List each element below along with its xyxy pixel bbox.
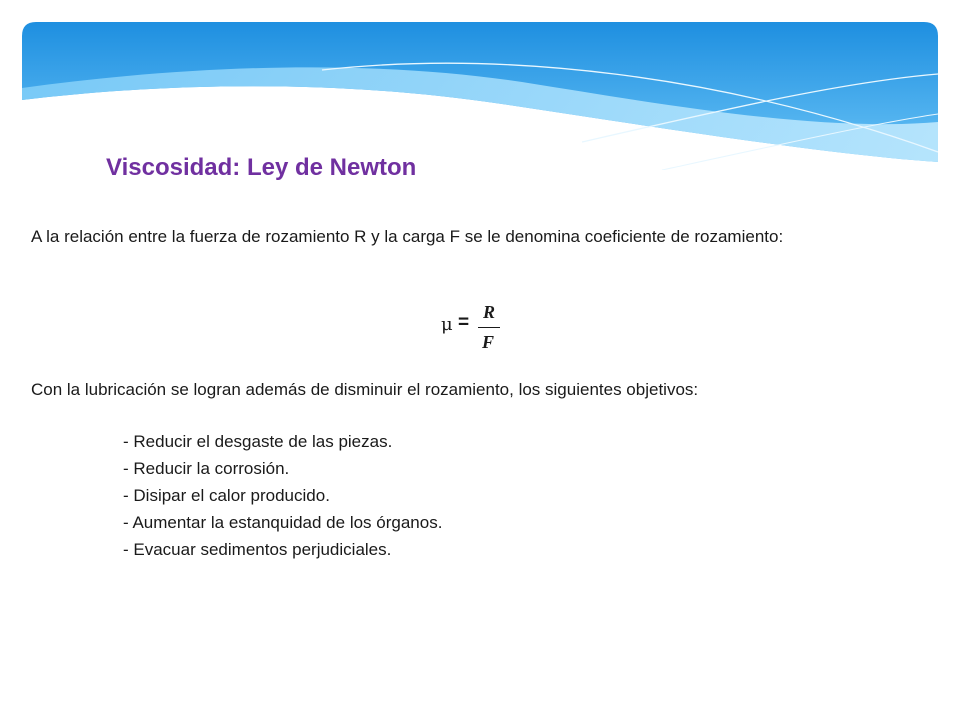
friction-coefficient-formula <box>441 302 521 358</box>
objective-item: - Reducir la corrosión. <box>123 459 290 478</box>
intro-paragraph: A la relación entre la fuerza de rozamiento R y la carga F se le denomina coeficiente de rozamiento: <box>31 227 784 246</box>
objectives-lead-text: Con la lubricación se logran además de disminuir el rozamiento, los siguientes objetivos: <box>31 380 699 399</box>
slide-title: Viscosidad: Ley de Newton <box>106 154 417 181</box>
formula-fraction-bar <box>478 327 500 328</box>
objectives-list <box>123 428 442 563</box>
formula-mu-symbol: μ <box>441 314 453 335</box>
header-banner <box>22 22 938 170</box>
formula-equals-sign: = <box>458 312 470 333</box>
objective-item: - Reducir el desgaste de las piezas. <box>123 432 393 451</box>
formula-numerator: R <box>482 302 495 322</box>
objective-item: - Aumentar la estanquidad de los órganos. <box>123 513 443 532</box>
objective-item: - Disipar el calor producido. <box>123 486 330 505</box>
objective-item: - Evacuar sedimentos perjudiciales. <box>123 540 392 559</box>
formula-denominator: F <box>481 332 494 352</box>
